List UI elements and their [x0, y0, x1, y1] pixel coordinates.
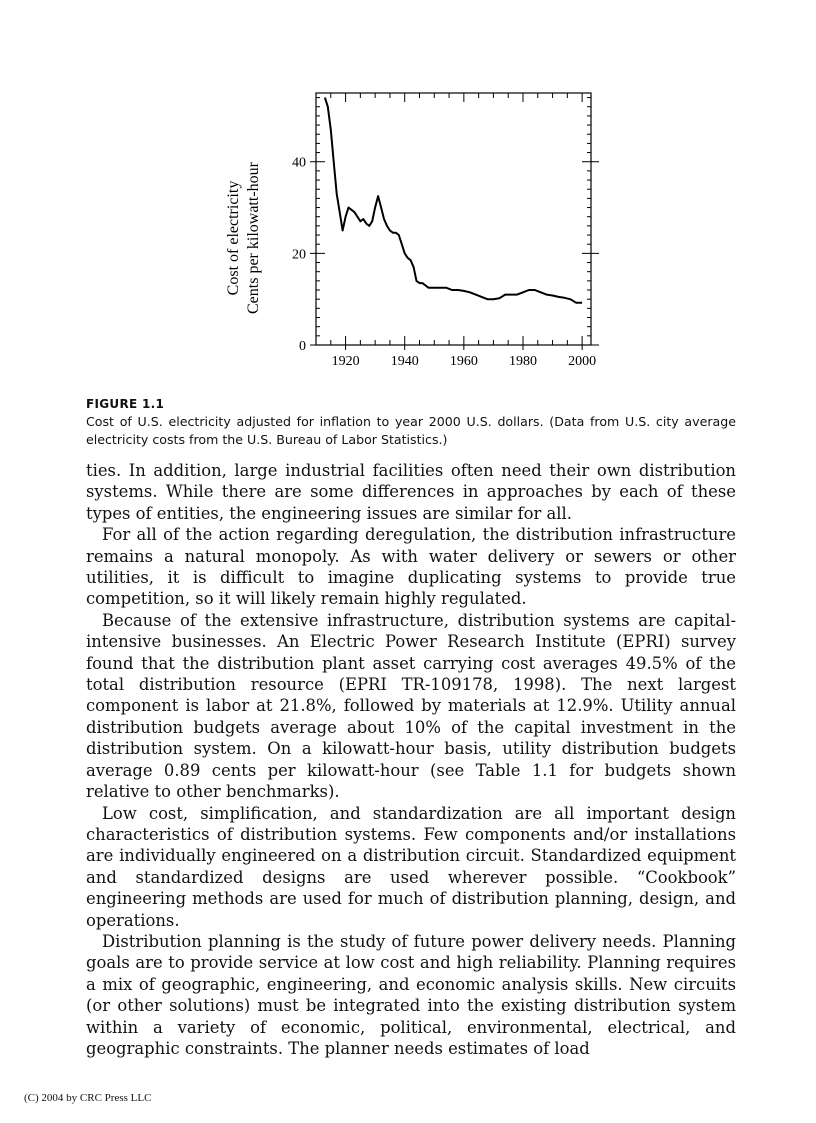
- paragraph-3: Because of the extensive infrastructure, distribution systems are capital-intensive businesses. An Electric Power Research Institute (EPRI) survey found that the distribution plant asset carrying cost averages 49.5% of the total distribution resource (EPRI TR-109178, 1998). The next largest component is labor at 21.8%, followed by materials at 12.9%. Utility annual distribution budgets average about 10% of the capital investment in the distribution system. On a kilowatt-hour basis, utility distribution budgets average 0.89 cents per kilowatt-hour (see Table 1.1 for budgets shown relative to other benchmarks).: [86, 610, 736, 802]
- paragraph-2: For all of the action regarding deregulation, the distribution infrastructure remains a natural monopoly. As with water delivery or sewers or other utilities, it is difficult to imagine duplicating systems to provide true competition, so it will likely remain highly regulated.: [86, 525, 736, 609]
- paragraph-1: ties. In addition, large industrial facilities often need their own distribution systems. While there are some differences in approaches by each of these types of entities, the engineering issues are similar for all.: [86, 461, 736, 523]
- y-tick-label: 0: [299, 339, 306, 354]
- copyright-footer: (C) 2004 by CRC Press LLC: [24, 1092, 152, 1104]
- x-tick-label: 1940: [390, 354, 419, 369]
- paragraph-4: Low cost, simplification, and standardization are all important design characteristics of distribution systems. Few components and/or installations are individually engineered on a distribution circuit. Standardized equipment and standardized designs are used wherever possible. “Cookbook” engineering methods are used for much of distribution planning, design, and operations.: [86, 803, 736, 930]
- x-tick-label: 1960: [449, 354, 478, 369]
- line-chart: [200, 70, 620, 380]
- y-tick-label: 20: [292, 247, 306, 263]
- x-tick-label: 1980: [508, 354, 537, 369]
- y-axis-label-line-2: Cents per kilowatt-hour: [245, 162, 262, 314]
- paragraph-5: Distribution planning is the study of future power delivery needs. Planning goals are to provide service at low cost and high reliability. Planning requires a mix of geographic, engineering, and economic analysis skills. New circuits (or other solutions) must be integrated into the existing distribution system within a variety of economic, political, environmental, electrical, and geographic constraints. The planner needs estimates of load: [86, 931, 736, 1058]
- tick-labels: [292, 156, 596, 369]
- figure-label: FIGURE 1.1: [86, 397, 165, 411]
- y-axis-label-line-1: Cost of electricity: [225, 180, 242, 296]
- y-tick-label: 40: [292, 155, 306, 171]
- series-line-electricity-cost: [325, 98, 582, 303]
- figure-caption-text: Cost of U.S. electricity adjusted for inflation to year 2000 U.S. dollars. (Data from U.S. city average electricity costs from the U.S. Bureau of Labor Statistics.): [86, 414, 736, 447]
- y-axis-label: [225, 161, 262, 314]
- figure-1-1-chart: [200, 70, 620, 380]
- x-tick-label: 2000: [568, 354, 597, 369]
- body-text: [86, 460, 736, 1059]
- x-tick-label: 1920: [331, 354, 360, 369]
- figure-caption: [86, 395, 736, 449]
- axis-ticks: [310, 93, 599, 350]
- plot-frame: [316, 93, 591, 345]
